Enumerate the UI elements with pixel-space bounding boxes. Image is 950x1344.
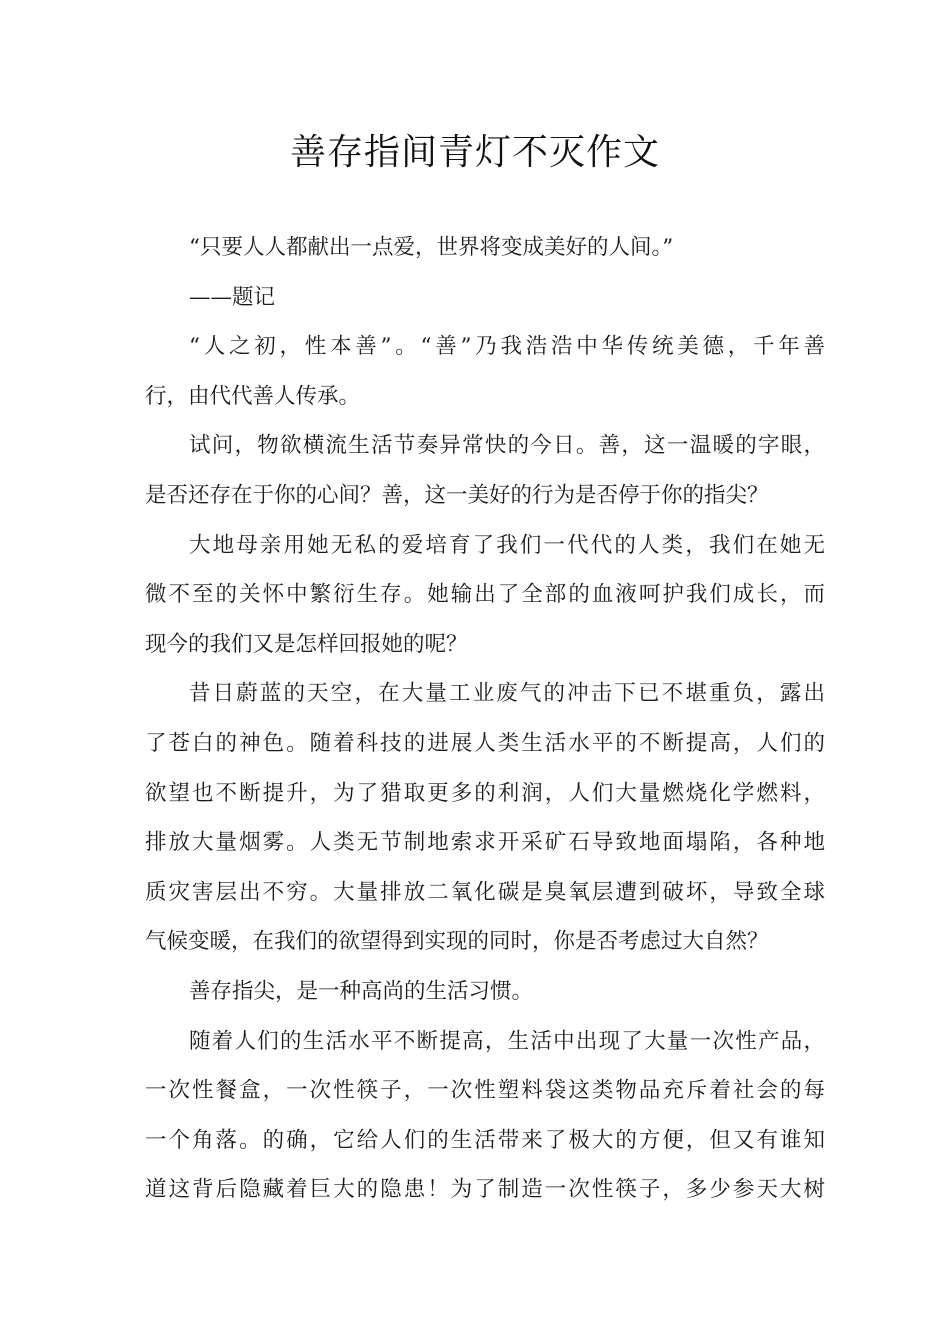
text-line: 是否还存在于你的心间？善，这一美好的行为是否停于你的指尖？: [145, 482, 769, 508]
page-title: 善存指间青灯不灭作文: [289, 132, 660, 173]
text-line: 了苍白的神色。随着科技的进展人类生活水平的不断提高，人们的: [145, 730, 825, 756]
text-line: 一个角落。的确，它给人们的生活带来了极大的方便，但又有谁知: [145, 1127, 825, 1153]
text-line: “人之初，性本善”。“善”乃我浩浩中华传统美德，千年善: [189, 334, 825, 360]
text-line: 排放大量烟雾。人类无节制地索求开采矿石导致地面塌陷，各种地: [145, 830, 825, 856]
text-line: 道这背后隐藏着巨大的隐患！为了制造一次性筷子，多少参天大树: [145, 1177, 825, 1203]
text-line: 质灾害层出不穷。大量排放二氧化碳是臭氧层遭到破坏，导致全球: [145, 879, 825, 905]
text-line: 微不至的关怀中繁衍生存。她输出了全部的血液呵护我们成长，而: [145, 582, 825, 608]
text-line: ——题记: [189, 284, 276, 310]
text-line: 行，由代代善人传承。: [145, 383, 361, 409]
essay-body: [145, 223, 825, 1215]
text-line: 善存指尖，是一种高尚的生活习惯。: [189, 978, 534, 1004]
text-line: 大地母亲用她无私的爱培育了我们一代代的人类，我们在她无: [189, 532, 825, 558]
text-line: 随着人们的生活水平不断提高，生活中出现了大量一次性产品，: [189, 1028, 825, 1054]
text-line: 现今的我们又是怎样回报她的呢？: [145, 631, 468, 657]
text-line: “只要人人都献出一点爱，世界将变成美好的人间。”: [189, 235, 674, 260]
text-line: 气候变暖，在我们的欲望得到实现的同时，你是否考虑过大自然？: [145, 929, 769, 955]
text-line: 一次性餐盒，一次性筷子，一次性塑料袋这类物品充斥着社会的每: [145, 1078, 825, 1104]
text-line: 试问，物欲横流生活节奏异常快的今日。善，这一温暖的字眼，: [189, 433, 825, 459]
text-line: 欲望也不断提升，为了猎取更多的利润，人们大量燃烧化学燃料，: [145, 780, 825, 806]
text-line: 昔日蔚蓝的天空，在大量工业废气的冲击下已不堪重负，露出: [189, 681, 825, 707]
